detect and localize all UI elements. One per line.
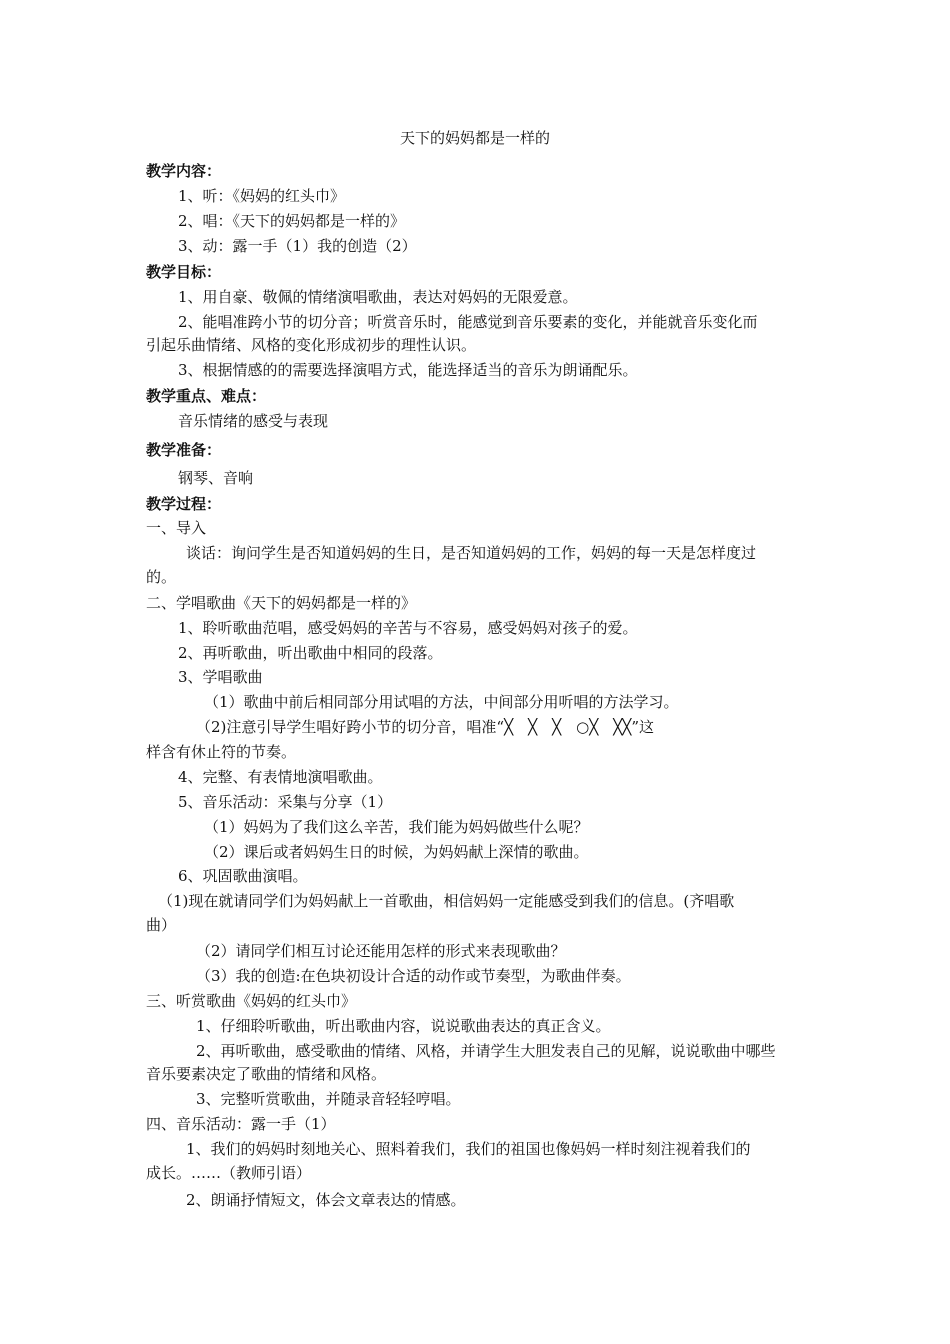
goal-item: 1、用自豪、敬佩的情绪演唱歌曲，表达对妈妈的无限爱意。	[178, 288, 578, 306]
content-item: 1、听：《妈妈的红头巾》	[178, 187, 346, 205]
process-subitem: （1）妈妈为了我们这么辛苦，我们能为妈妈做些什么呢？	[204, 818, 589, 836]
key-point-text: 音乐情绪的感受与表现	[178, 412, 329, 430]
content-item: 3、动：露一手（1）我的创造（2）	[178, 237, 417, 255]
process-item: 2、再听歌曲，听出歌曲中相同的段落。	[178, 644, 443, 662]
process-item: 2、再听歌曲，感受歌曲的情绪、风格，并请学生大胆发表自己的见解，说说歌曲中哪些	[196, 1042, 776, 1060]
process-item-continued: 成长。……（教师引语）	[146, 1164, 312, 1182]
process-item: 1、聆听歌曲范唱，感受妈妈的辛苦与不容易，感受妈妈对孩子的爱。	[178, 619, 638, 637]
process-subitem: （2)注意引导学生唱好跨小节的切分音，唱准“╳ ╳ ╳ ○╳ ╳╳”这	[196, 718, 655, 736]
process-step-heading: 一、导入	[146, 519, 207, 537]
section-heading-content: 教学内容：	[146, 162, 222, 180]
process-subitem-continued: 样含有休止符的节奏。	[146, 743, 297, 761]
section-heading-goals: 教学目标：	[146, 263, 222, 281]
process-item-continued: 音乐要素决定了歌曲的情绪和风格。	[146, 1065, 387, 1083]
process-item: 1、仔细聆听歌曲，听出歌曲内容，说说歌曲表达的真正含义。	[196, 1017, 611, 1035]
process-step-heading: 二、学唱歌曲《天下的妈妈都是一样的》	[146, 594, 417, 612]
section-heading-process: 教学过程：	[146, 495, 222, 513]
process-item: 3、完整听赏歌曲，并随录音轻轻哼唱。	[196, 1090, 461, 1108]
content-item: 2、唱：《天下的妈妈都是一样的》	[178, 212, 406, 230]
process-item: 2、朗诵抒情短文，体会文章表达的情感。	[186, 1191, 466, 1209]
process-item: 3、学唱歌曲	[178, 668, 263, 686]
section-heading-preparation: 教学准备：	[146, 441, 222, 459]
goal-item: 2、能唱准跨小节的切分音；听赏音乐时，能感觉到音乐要素的变化，并能就音乐变化而	[178, 313, 758, 331]
process-step-heading: 三、听赏歌曲《妈妈的红头巾》	[146, 992, 357, 1010]
process-text: 谈话：询问学生是否知道妈妈的生日，是否知道妈妈的工作，妈妈的每一天是怎样度过	[186, 544, 757, 562]
goal-item: 3、根据情感的的需要选择演唱方式，能选择适当的音乐为朗诵配乐。	[178, 361, 638, 379]
document-title: 天下的妈妈都是一样的	[399, 129, 550, 147]
process-subitem: （3）我的创造:在色块初设计合适的动作或节奏型，为歌曲伴奏。	[196, 967, 631, 985]
process-subitem: （1）歌曲中前后相同部分用试唱的方法，中间部分用听唱的方法学习。	[204, 693, 679, 711]
goal-item-continued: 引起乐曲情绪、风格的变化形成初步的理性认识。	[146, 336, 477, 354]
process-item: 1、我们的妈妈时刻地关心、照料着我们，我们的祖国也像妈妈一样时刻注视着我们的	[186, 1140, 751, 1158]
section-heading-key-points: 教学重点、难点：	[146, 387, 267, 405]
process-text-continued: 的。	[146, 568, 177, 586]
preparation-text: 钢琴、音响	[178, 469, 254, 487]
process-subitem: （1)现在就请同学们为妈妈献上一首歌曲，相信妈妈一定能感受到我们的信息。(齐唱歌	[158, 892, 735, 910]
process-subitem: （2）课后或者妈妈生日的时候，为妈妈献上深情的歌曲。	[204, 843, 589, 861]
process-subitem-continued: 曲）	[146, 916, 177, 934]
process-step-heading: 四、音乐活动：露一手（1）	[146, 1115, 336, 1133]
process-item: 5、音乐活动：采集与分享（1）	[178, 793, 393, 811]
process-item: 6、巩固歌曲演唱。	[178, 867, 308, 885]
process-item: 4、完整、有表情地演唱歌曲。	[178, 768, 383, 786]
process-subitem: （2）请同学们相互讨论还能用怎样的形式来表现歌曲？	[196, 942, 566, 960]
